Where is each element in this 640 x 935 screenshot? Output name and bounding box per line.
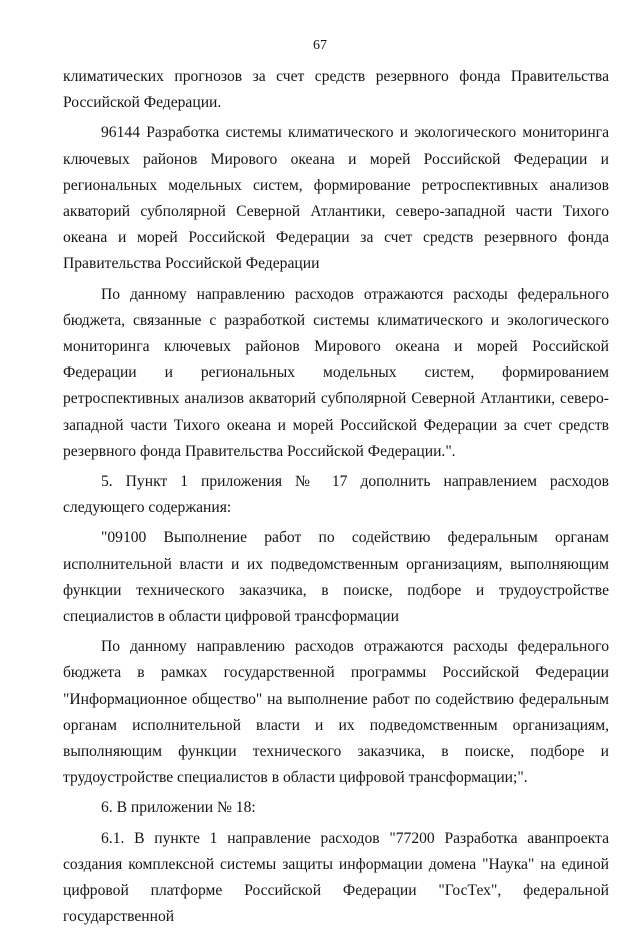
paragraph-09100-heading: "09100 Выполнение работ по содействию федеральным органам исполнительной власти и их подведомственным организациям, выполняющим функции технического заказчика, в поиске, подборе и трудоустройстве специалистов в области цифровой трансформации <box>63 529 609 626</box>
paragraph-continuation: климатических прогнозов за счет средств резервного фонда Правительства Российской Федерации. <box>63 68 609 112</box>
paragraph-96144-heading: 96144 Разработка системы климатического и экологического мониторинга ключевых районов Мирового океана и морей Российской Федерации и региональных модельных систем, формирование ретроспективных анализов акваторий субполярной Северной Атлантики, северо-западной части Тихого океана и морей Российской Федерации за счет средств резервного фонда Правительства Российской Федерации <box>63 124 609 273</box>
page-number: 67 <box>313 38 327 53</box>
paragraph-item-6-1: 6.1. В пункте 1 направление расходов "77200 Разработка аванпроекта создания комплексной системы защиты информации домена "Наука" на единой цифровой платформе Российской Федерации "ГосТех", федеральной государственной <box>63 829 609 926</box>
paragraph-item-6: 6. В приложении № 18: <box>101 799 256 817</box>
document-body <box>63 64 609 935</box>
paragraph-96144-description: По данному направлению расходов отражаются расходы федерального бюджета, связанные с разработкой системы климатического и экологического мониторинга ключевых районов Мирового океана и морей Российской Федерации и региональных модельных систем, формированием ретроспективных анализов акваторий субполярной Северной Атлантики, северо-западной части Тихого океана и морей Российской Федерации за счет средств резервного фонда Правительства Российской Федерации.". <box>63 285 609 460</box>
paragraph-item-5: 5. Пункт 1 приложения № 17 дополнить направлением расходов следующего содержания: <box>63 473 609 517</box>
paragraph-09100-description: По данному направлению расходов отражаются расходы федерального бюджета в рамках государственной программы Российской Федерации "Информационное общество" на выполнение работ по содействию федеральным органам исполнительной власти и их подведомственным организациям, выполняющим функции технического заказчика, в поиске, подборе и трудоустройстве специалистов в области цифровой трансформации;". <box>63 638 609 787</box>
